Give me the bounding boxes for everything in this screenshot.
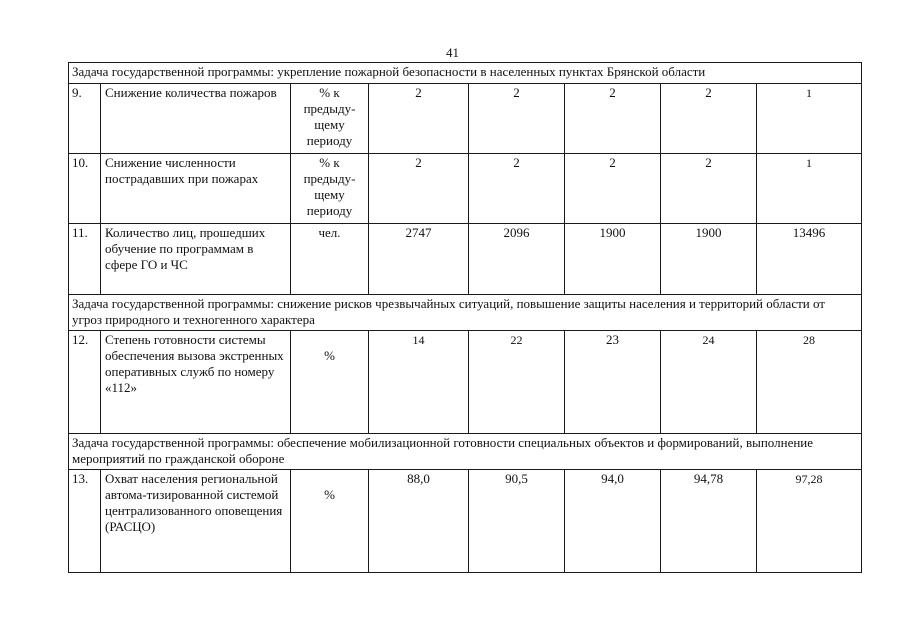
value-cell: 90,5 [469,470,565,573]
unit-cell: % [291,470,369,573]
value-cell: 2096 [469,224,565,295]
value-cell: 2 [661,84,757,154]
indicator-name: Степень готовности системы обеспечения вызова экстренных оперативных служб по номеру «112» [101,331,291,434]
value-cell: 1 [757,84,862,154]
unit-cell: % к предыду-щему периоду [291,84,369,154]
indicator-name: Охват населения региональной автома-тизированной системой централизованного оповещения (РАСЦО) [101,470,291,573]
unit-cell: % к предыду-щему периоду [291,154,369,224]
value-cell: 1 [757,154,862,224]
row-number: 10. [69,154,101,224]
table-row [69,84,862,154]
value-cell: 2 [469,154,565,224]
value-cell: 2 [565,84,661,154]
value-cell: 2 [469,84,565,154]
table-row [69,224,862,295]
value-cell: 2 [369,84,469,154]
value-cell: 23 [565,331,661,434]
indicators-table [68,62,862,573]
table-row [69,331,862,434]
value-cell: 97,28 [757,470,862,573]
row-number: 9. [69,84,101,154]
task-text: Задача государственной программы: снижение рисков чрезвычайных ситуаций, повышение защиты населения и территорий области от угроз природного и техногенного характера [69,295,862,331]
value-cell: 28 [757,331,862,434]
value-cell: 2747 [369,224,469,295]
value-cell: 13496 [757,224,862,295]
value-cell: 1900 [565,224,661,295]
indicator-name: Количество лиц, прошедших обучение по программам в сфере ГО и ЧС [101,224,291,295]
value-cell: 2 [565,154,661,224]
task-text: Задача государственной программы: укрепление пожарной безопасности в населенных пунктах Брянской области [69,63,862,84]
task-row [69,63,862,84]
unit-cell: % [291,331,369,434]
task-row [69,295,862,331]
value-cell: 94,78 [661,470,757,573]
indicator-name: Снижение количества пожаров [101,84,291,154]
value-cell: 14 [369,331,469,434]
value-cell: 94,0 [565,470,661,573]
value-cell: 1900 [661,224,757,295]
task-row [69,434,862,470]
task-text: Задача государственной программы: обеспечение мобилизационной готовности специальных объектов и формирований, выполнение мероприятий по гражданской обороне [69,434,862,470]
table-row [69,470,862,573]
value-cell: 88,0 [369,470,469,573]
row-number: 13. [69,470,101,573]
value-cell: 24 [661,331,757,434]
page-number: 41 [446,45,459,60]
indicator-name: Снижение численности пострадавших при пожарах [101,154,291,224]
row-number: 12. [69,331,101,434]
table-row [69,154,862,224]
value-cell: 22 [469,331,565,434]
row-number: 11. [69,224,101,295]
value-cell: 2 [661,154,757,224]
value-cell: 2 [369,154,469,224]
unit-cell: чел. [291,224,369,295]
